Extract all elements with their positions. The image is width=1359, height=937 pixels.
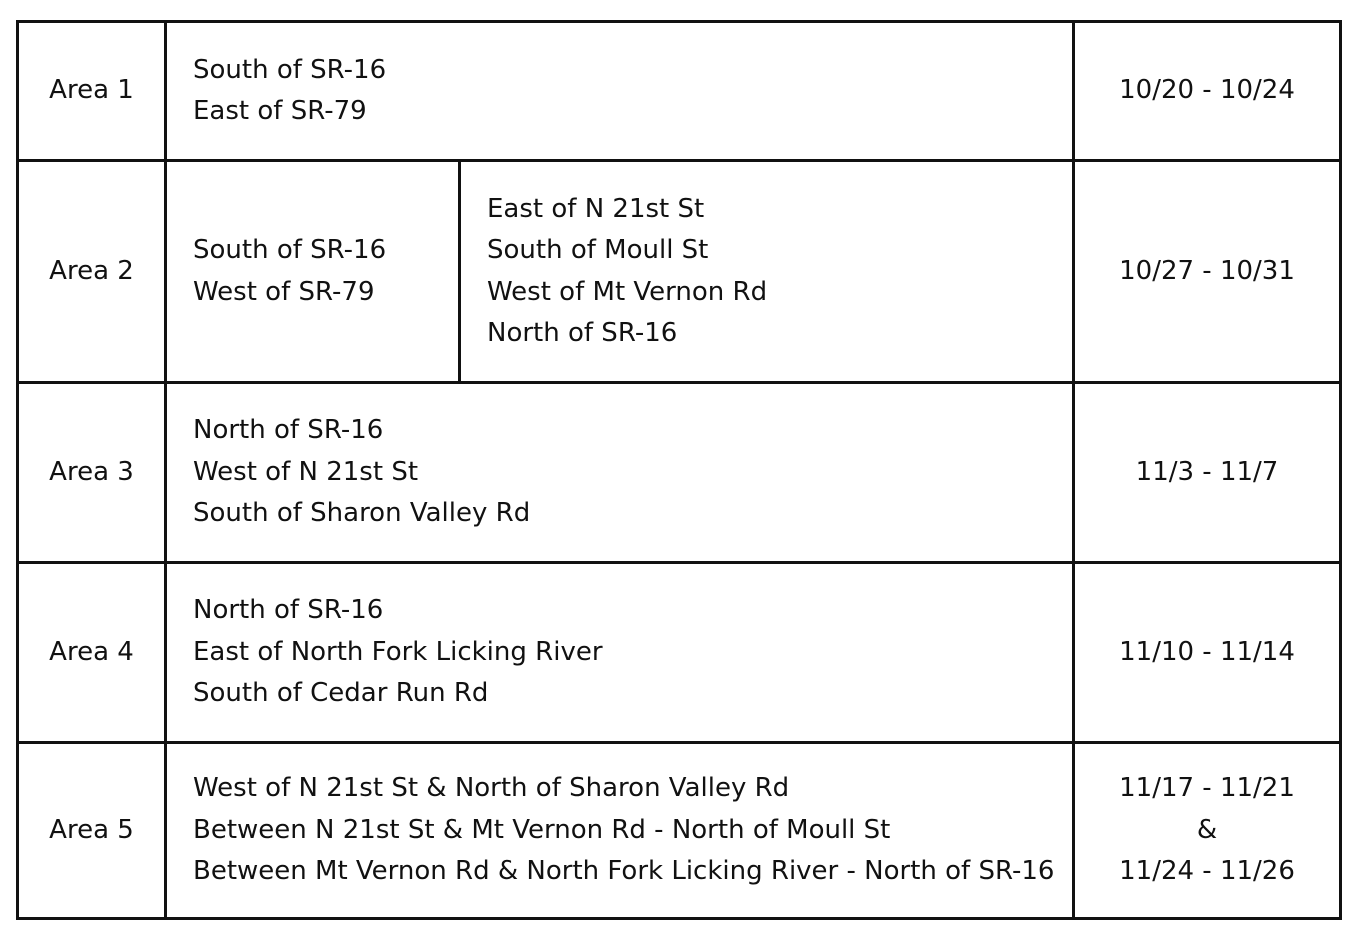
- boundary-line: North of SR-16: [487, 318, 678, 348]
- boundary-line: North of SR-16: [193, 415, 384, 446]
- area-name: Area 3: [49, 456, 134, 487]
- boundary-line: South of SR-16: [193, 235, 387, 265]
- area-boundaries-primary: [167, 162, 461, 381]
- boundary-line: East of N 21st St: [487, 193, 705, 224]
- date-line: 11/3 - 11/7: [1135, 456, 1279, 487]
- date-range: [1072, 564, 1339, 741]
- area-label: [19, 23, 167, 159]
- boundary-line: West of SR-79: [193, 276, 375, 307]
- table-row: [19, 23, 1339, 159]
- boundary-line: South of Moull St: [487, 235, 709, 265]
- boundary-line: South of SR-16: [193, 54, 387, 85]
- area-boundaries: [167, 744, 1072, 917]
- table-row: [19, 381, 1339, 561]
- table-row: [19, 741, 1339, 917]
- area-label: [19, 384, 167, 561]
- area-boundaries: [167, 384, 1072, 561]
- boundary-line: East of North Fork Licking River: [193, 636, 603, 667]
- date-line: 11/10 - 11/14: [1119, 636, 1295, 667]
- boundary-line: South of Cedar Run Rd: [193, 678, 489, 709]
- date-line: 10/27 - 10/31: [1119, 255, 1295, 286]
- area-boundaries: [167, 23, 1072, 159]
- table-row: [19, 561, 1339, 741]
- area-name: Area 5: [49, 814, 134, 845]
- schedule-table: [16, 20, 1342, 920]
- date-line: 10/20 - 10/24: [1119, 75, 1295, 106]
- area-boundaries: [167, 564, 1072, 741]
- area-name: Area 4: [49, 636, 134, 667]
- date-line: 11/24 - 11/26: [1119, 856, 1295, 887]
- boundary-line: South of Sharon Valley Rd: [193, 498, 531, 529]
- area-boundaries-secondary: [461, 162, 1072, 381]
- area-name: Area 2: [49, 255, 134, 286]
- area-label: [19, 564, 167, 741]
- boundary-line: West of N 21st St: [193, 456, 419, 487]
- area-name: Area 1: [49, 75, 134, 106]
- boundary-line: North of SR-16: [193, 595, 384, 626]
- area-label: [19, 162, 167, 381]
- boundary-line: East of SR-79: [193, 96, 367, 126]
- boundary-line: Between Mt Vernon Rd & North Fork Licking River - North of SR-16: [193, 856, 1055, 887]
- date-range: [1072, 744, 1339, 917]
- date-line: 11/17 - 11/21: [1119, 773, 1295, 804]
- boundary-line: West of N 21st St & North of Sharon Valley Rd: [193, 773, 790, 804]
- date-separator: &: [1196, 814, 1218, 845]
- date-range: [1072, 23, 1339, 159]
- boundary-line: Between N 21st St & Mt Vernon Rd - North of Moull St: [193, 814, 891, 845]
- boundary-line: West of Mt Vernon Rd: [487, 276, 768, 307]
- date-range: [1072, 384, 1339, 561]
- area-label: [19, 744, 167, 917]
- date-range: [1072, 162, 1339, 381]
- table-row: [19, 159, 1339, 381]
